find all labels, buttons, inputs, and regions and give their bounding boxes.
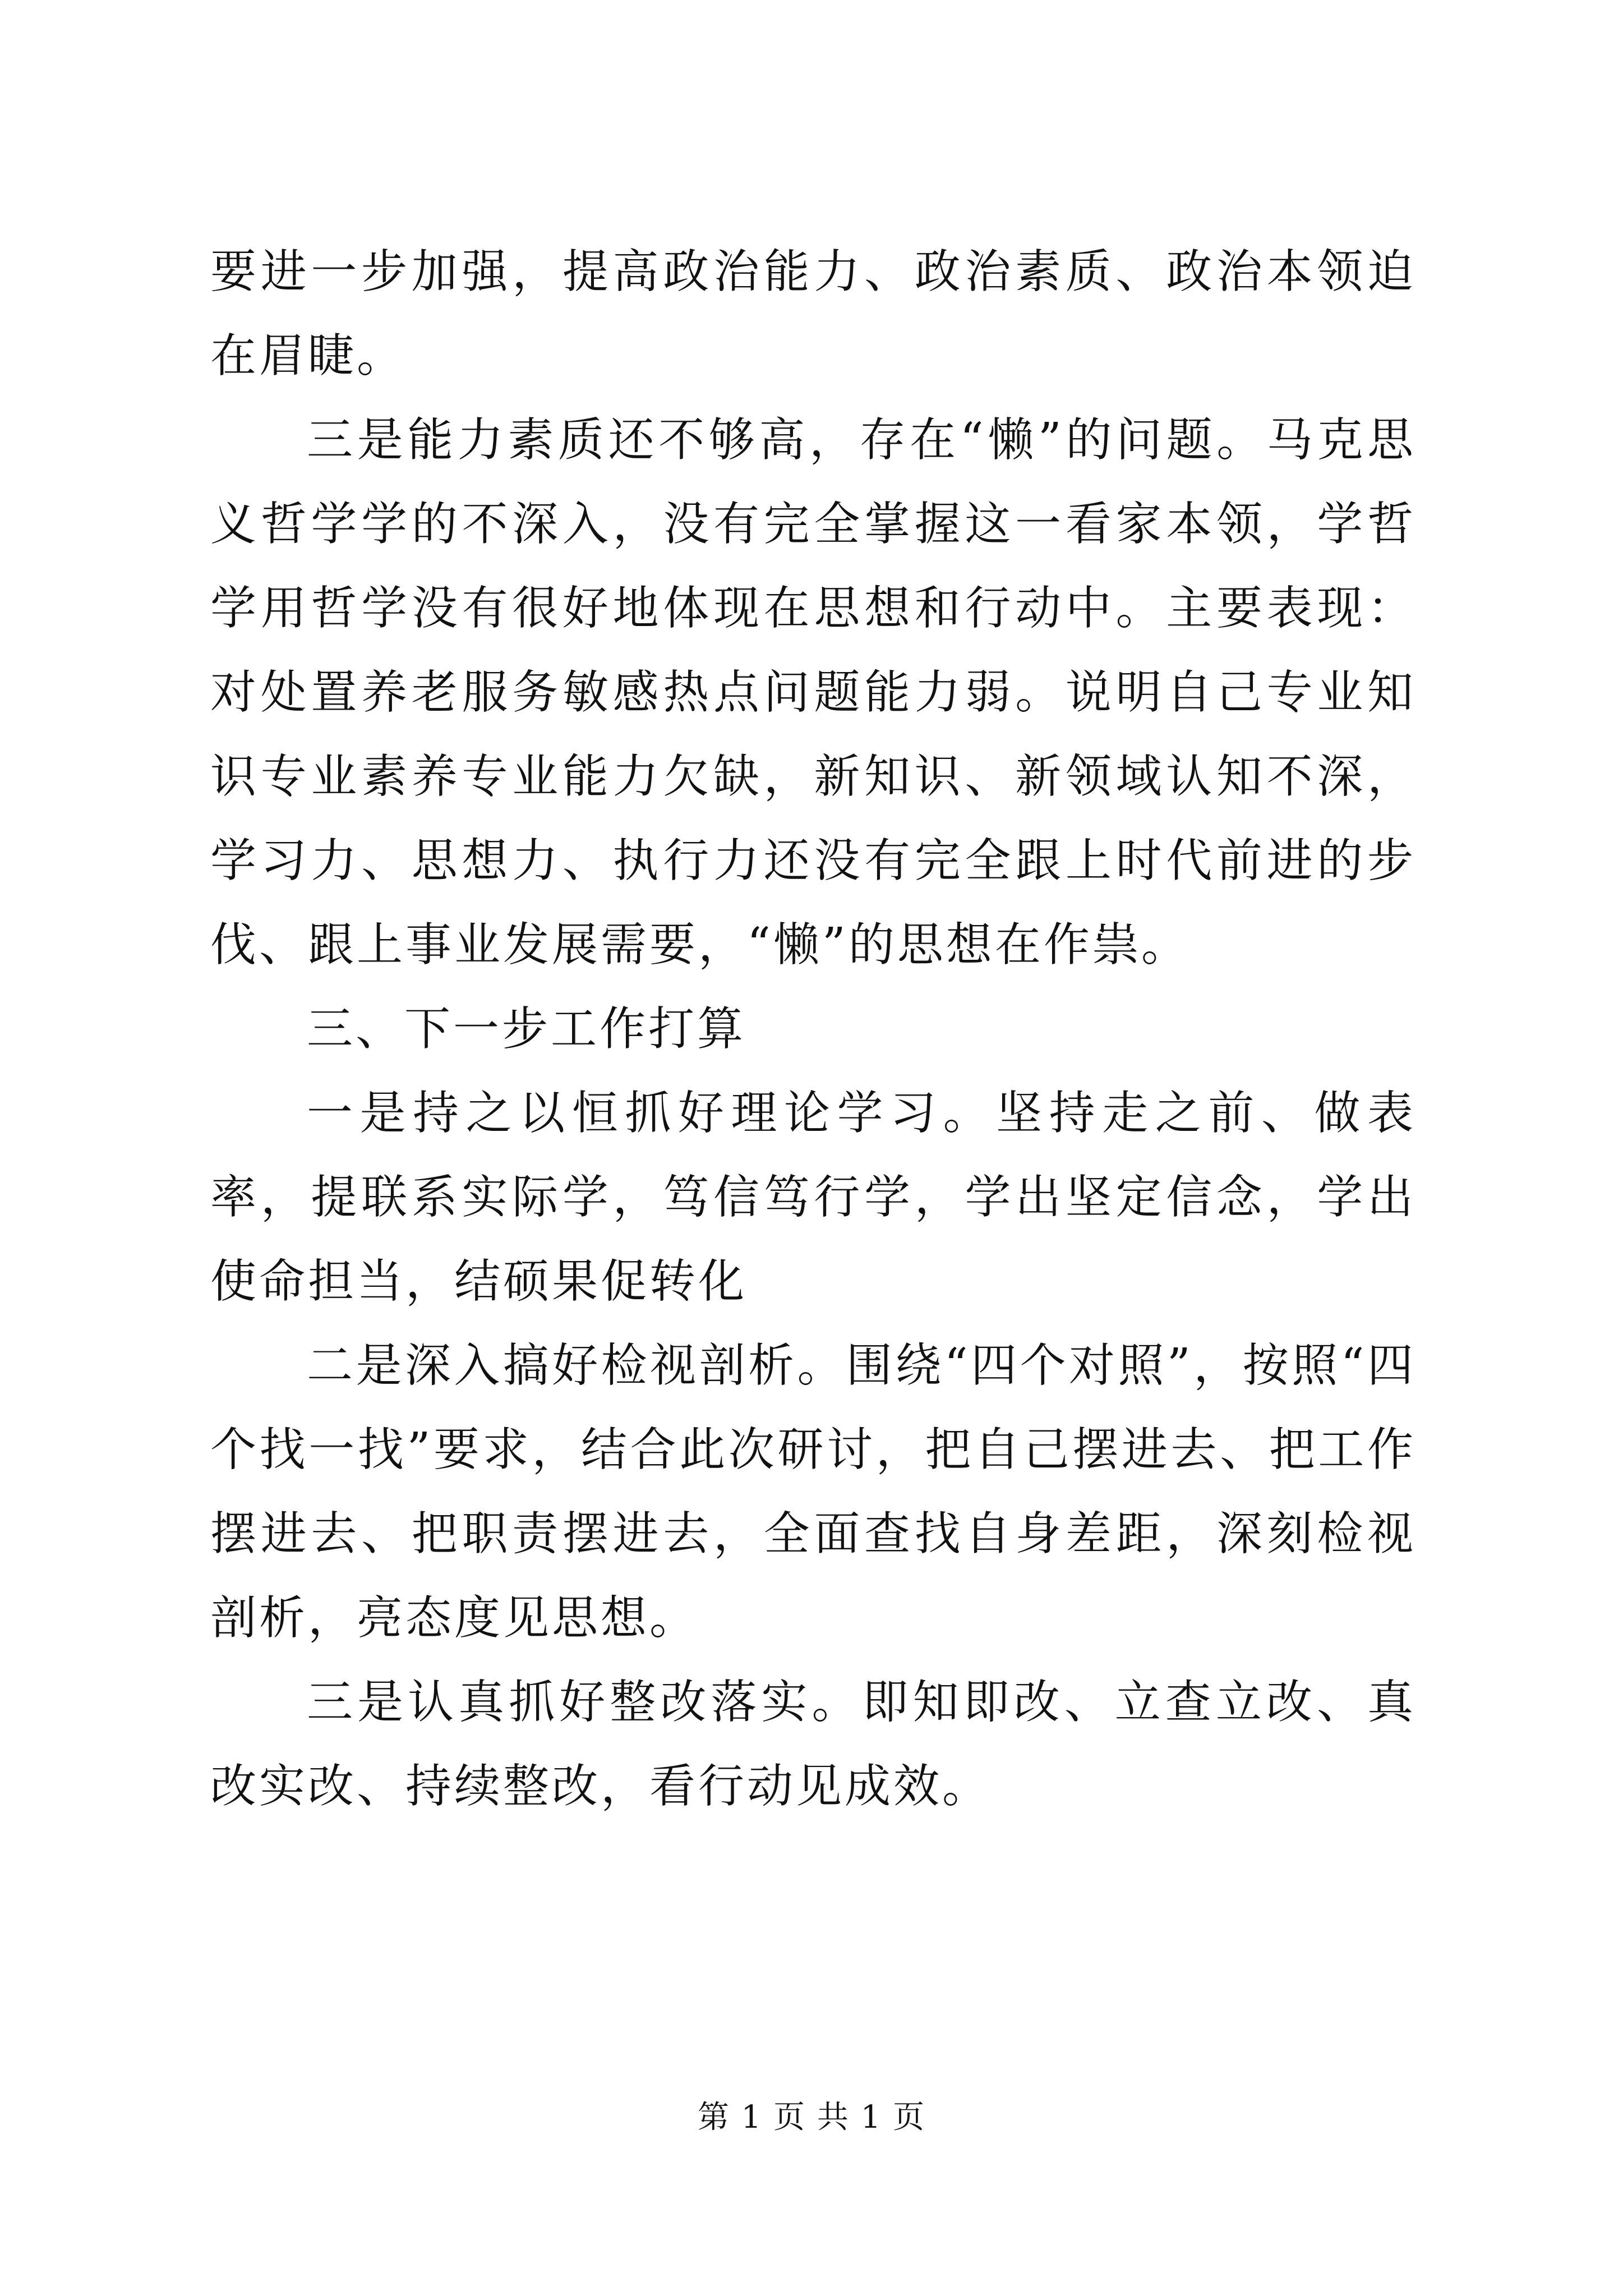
paragraph-continuation: 要进一步加强，提高政治能力、政治素质、政治本领迫在眉睫。 [210,245,1416,383]
paragraph-theory-study: 一是持之以恒抓好理论学习。坚持走之前、做表率，提联系实际学，笃信笃行学，学出坚定信念，学出使命担当，结硕果促转化 [210,1087,1416,1308]
page-number-footer: 第 1 页 共 1 页 [697,2099,926,2136]
paragraph-self-examination: 二是深入搞好检视剖析。围绕“四个对照”，按照“四个找一找”要求，结合此次研讨，把自己摆进去、把工作摆进去、把职责摆进去，全面查找自身差距，深刻检视剖析，亮态度见思想。 [210,1339,1416,1645]
paragraph-rectification: 三是认真抓好整改落实。即知即改、立查立改、真改实改、持续整改，看行动见成效。 [210,1676,1416,1813]
paragraph-ability-issue: 三是能力素质还不够高，存在“懒”的问题。马克思义哲学学的不深入，没有完全掌握这一看家本领，学哲学用哲学没有很好地体现在思想和行动中。主要表现：对处置养老服务敏感热点问题能力弱。说明自己专业知识专业素养专业能力欠缺，新知识、新领域认知不深，学习力、思想力、执行力还没有完全跟上时代前进的步伐、跟上事业发展需要，“懒”的思想在作祟。 [210,413,1416,972]
document-body [210,230,1416,1829]
section-heading-next-steps: 三、下一步工作打算 [307,1002,746,1056]
